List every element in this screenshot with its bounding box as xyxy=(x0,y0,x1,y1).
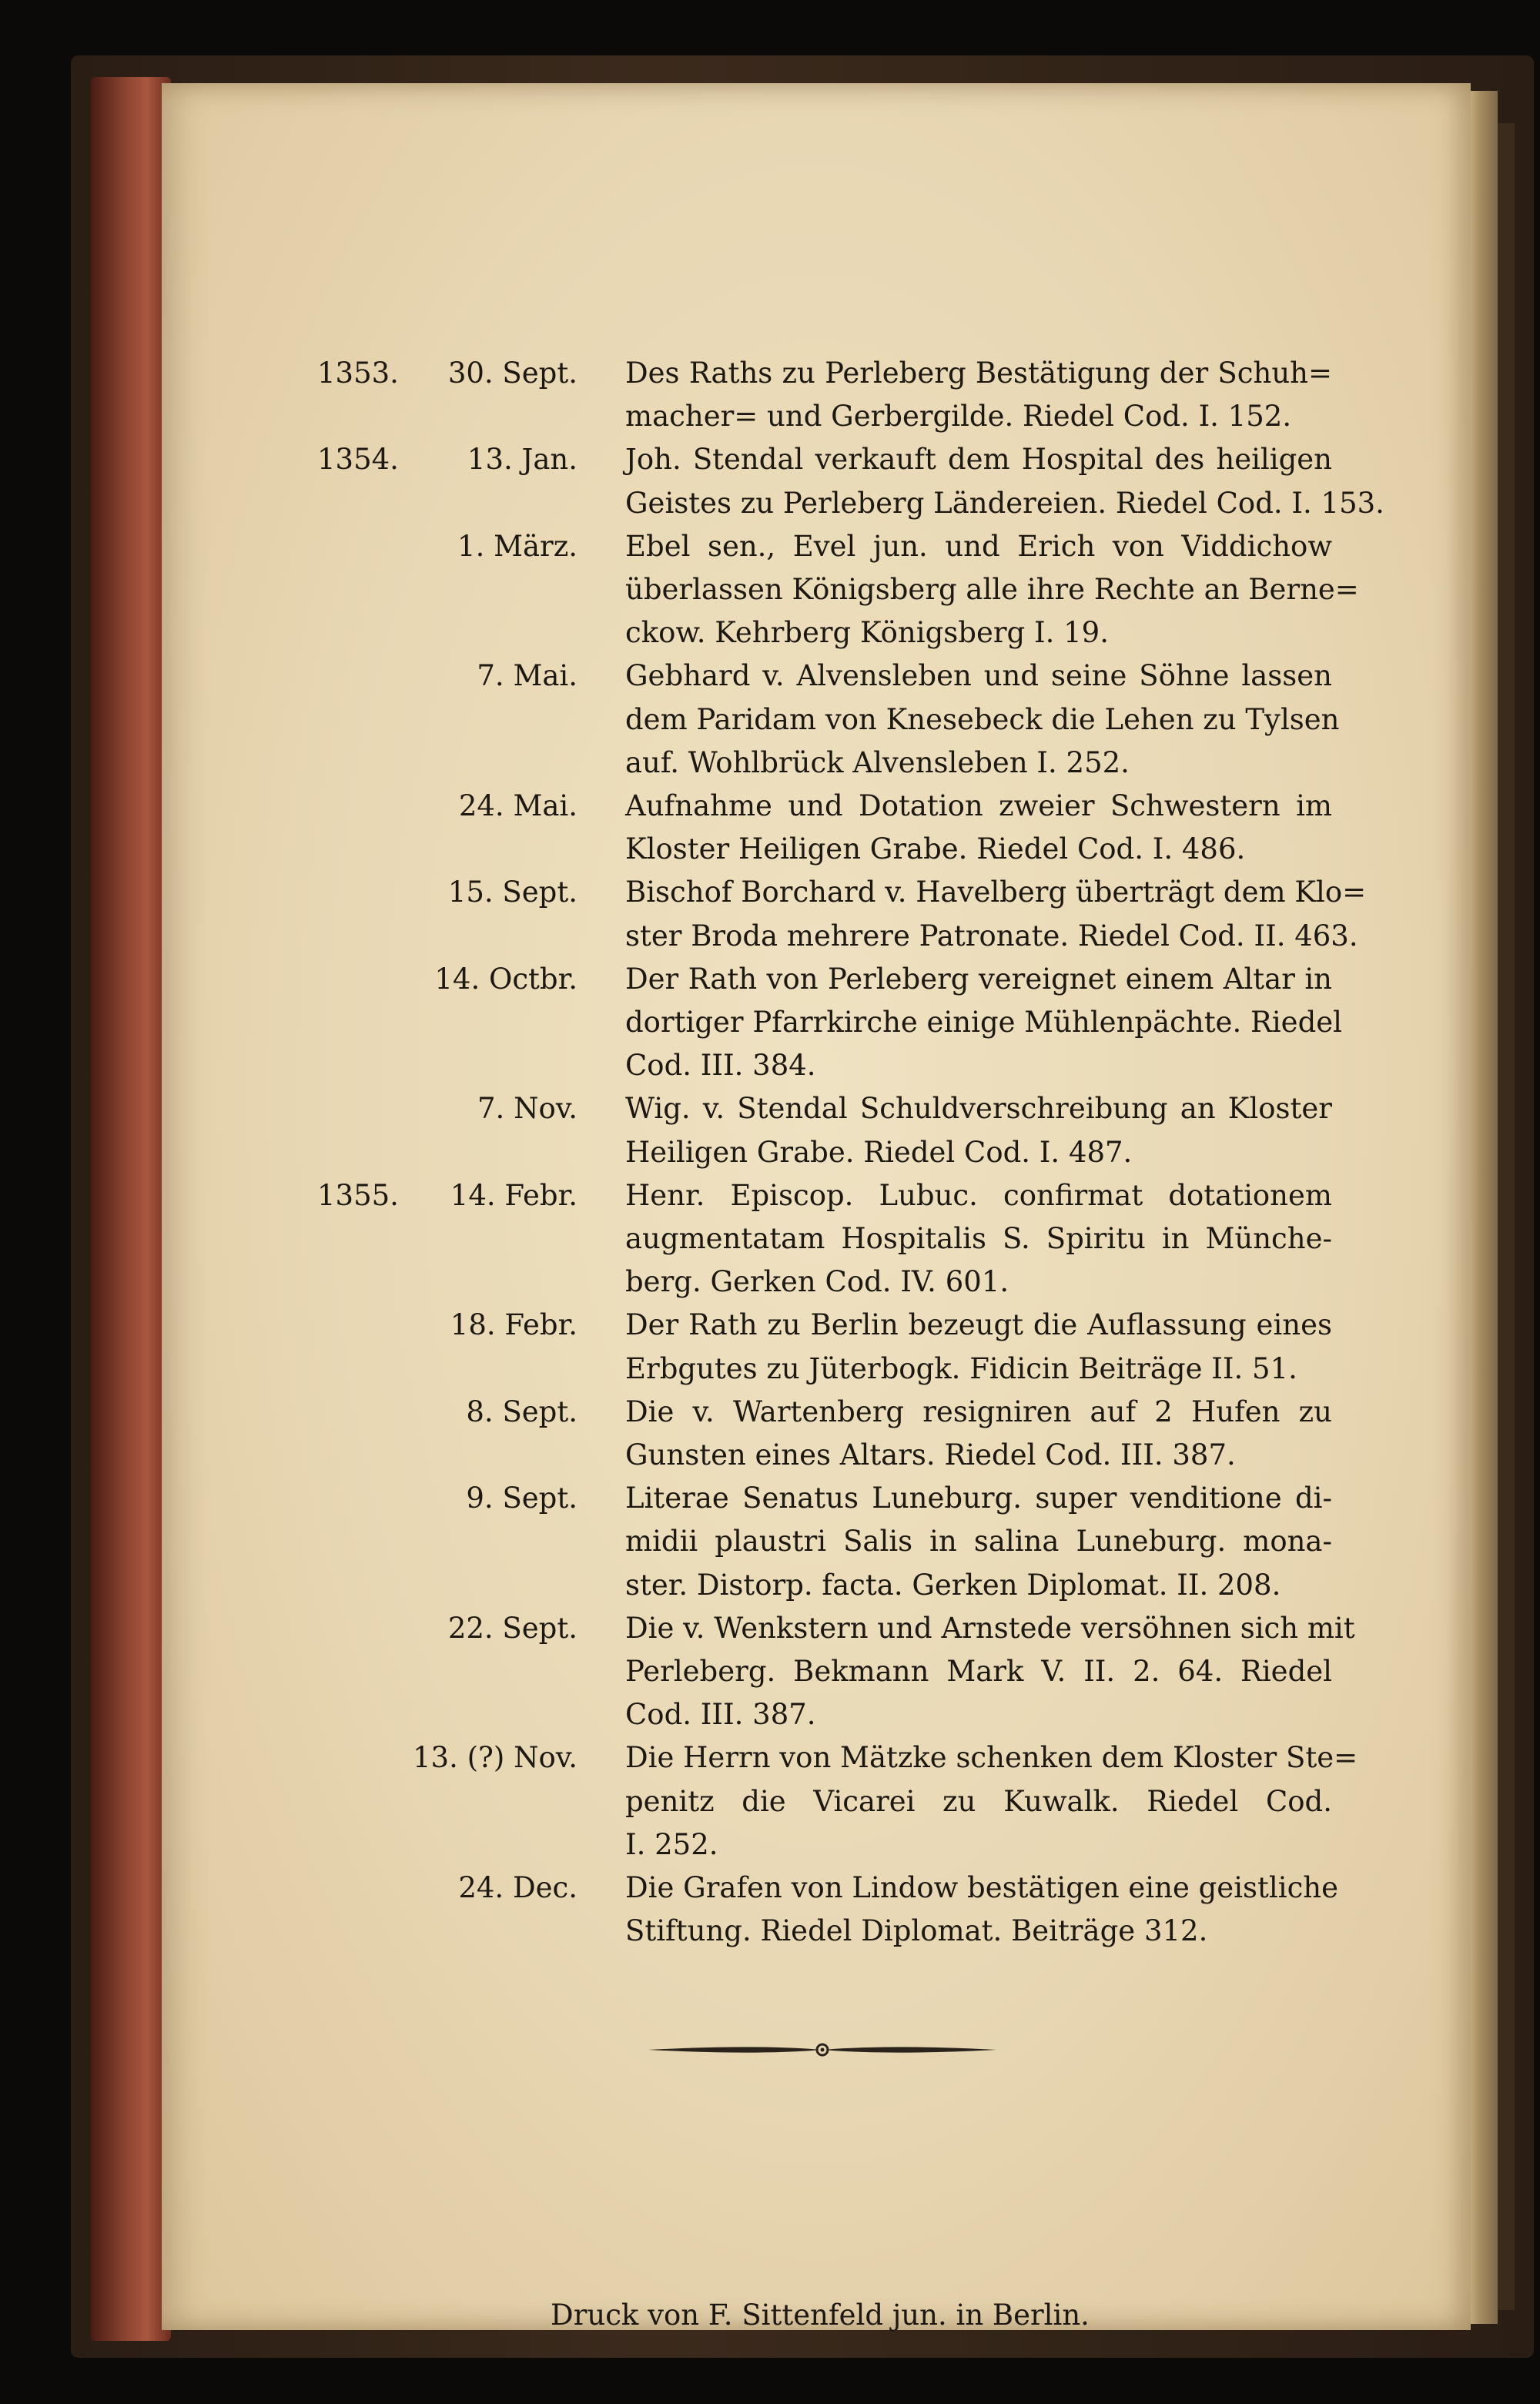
entry-text: midii plaustri Salis in salina Luneburg. mona- xyxy=(625,1525,1332,1558)
entry-line xyxy=(0,1780,1540,1824)
entry-line xyxy=(0,1043,1540,1088)
entry-text: augmentatam Hospitalis S. Spiritu in Münche- xyxy=(625,1222,1332,1255)
entry-text: Heiligen Grabe. Riedel Cod. I. 487. xyxy=(625,1136,1133,1169)
entry-year: 1355. xyxy=(317,1179,399,1212)
entry-line xyxy=(0,1217,1540,1261)
entry-text: Bischof Borchard v. Havelberg überträgt dem Klo= xyxy=(625,876,1367,909)
entry-line xyxy=(0,1390,1540,1435)
entry-line xyxy=(0,1303,1540,1348)
entry-date: 24. Dec. xyxy=(458,1871,578,1904)
entry-date: 14. Febr. xyxy=(450,1179,578,1212)
entry-line xyxy=(0,1086,1540,1131)
entry-text: penitz die Vicarei zu Kuwalk. Riedel Cod. xyxy=(625,1785,1332,1818)
entry-line xyxy=(0,1866,1540,1910)
entry-line xyxy=(0,351,1540,396)
entry-text: Perleberg. Bekmann Mark V. II. 2. 64. Riedel xyxy=(625,1655,1332,1688)
entry-text: Der Rath zu Berlin bezeugt die Auflassung eines xyxy=(625,1308,1332,1341)
entry-date: 7. Mai. xyxy=(477,659,578,692)
entry-date: 13. (?) Nov. xyxy=(413,1741,578,1774)
entry-text: macher= und Gerbergilde. Riedel Cod. I. 152. xyxy=(625,400,1292,433)
printer-imprint: Druck von F. Sittenfeld jun. in Berlin. xyxy=(551,2299,1090,2332)
entry-year: 1354. xyxy=(317,443,399,476)
entry-line xyxy=(0,1519,1540,1564)
entry-line xyxy=(0,1649,1540,1694)
ornament-divider xyxy=(645,2033,999,2067)
entry-line xyxy=(0,481,1540,526)
entry-line xyxy=(0,957,1540,1002)
entry-date: 14. Octbr. xyxy=(434,963,578,996)
entry-text: ster. Distorp. facta. Gerken Diplomat. II. 208. xyxy=(625,1569,1281,1602)
entry-line xyxy=(0,1823,1540,1867)
entry-text: Geistes zu Perleberg Ländereien. Riedel Cod. I. 153. xyxy=(625,487,1384,520)
entry-line xyxy=(0,1476,1540,1521)
entry-line xyxy=(0,827,1540,872)
entry-line xyxy=(0,1347,1540,1391)
entry-text: Literae Senatus Luneburg. super venditione di- xyxy=(625,1482,1332,1515)
entry-line xyxy=(0,1563,1540,1608)
entry-text: Henr. Episcop. Lubuc. confirmat dotationem xyxy=(625,1179,1332,1212)
entry-line xyxy=(0,1000,1540,1045)
entry-text: ster Broda mehrere Patronate. Riedel Cod. II. 463. xyxy=(625,919,1358,953)
entry-text: dem Paridam von Knesebeck die Lehen zu Tylsen xyxy=(625,703,1340,736)
entry-line xyxy=(0,1130,1540,1175)
entry-line xyxy=(0,437,1540,482)
entry-year: 1353. xyxy=(317,357,399,390)
entry-text: Erbgutes zu Jüterbogk. Fidicin Beiträge II. 51. xyxy=(625,1352,1297,1385)
entry-text: Kloster Heiligen Grabe. Riedel Cod. I. 486. xyxy=(625,832,1246,866)
entry-line xyxy=(0,1736,1540,1780)
entry-line xyxy=(0,394,1540,439)
entry-date: 13. Jan. xyxy=(467,443,578,476)
entry-text: Des Raths zu Perleberg Bestätigung der Schuh= xyxy=(625,357,1332,390)
entry-date: 8. Sept. xyxy=(466,1395,578,1428)
entry-line xyxy=(0,611,1540,655)
entry-line xyxy=(0,654,1540,698)
entry-date: 22. Sept. xyxy=(447,1612,578,1645)
entry-line xyxy=(0,870,1540,915)
entry-line xyxy=(0,1909,1540,1954)
entry-text: Die Herrn von Mätzke schenken dem Kloster Ste= xyxy=(625,1741,1358,1774)
entry-line xyxy=(0,1693,1540,1737)
entry-line xyxy=(0,784,1540,829)
entry-text: dortiger Pfarrkirche einige Mühlenpächte. Riedel xyxy=(625,1006,1342,1039)
entry-text: Joh. Stendal verkauft dem Hospital des heiligen xyxy=(625,443,1332,476)
entry-line xyxy=(0,524,1540,569)
entry-line xyxy=(0,568,1540,612)
entry-line xyxy=(0,1433,1540,1478)
entry-text: Die Grafen von Lindow bestätigen eine geistliche xyxy=(625,1871,1339,1904)
entry-text: I. 252. xyxy=(625,1828,718,1861)
entry-text: auf. Wohlbrück Alvensleben I. 252. xyxy=(625,746,1130,779)
entry-text: Wig. v. Stendal Schuldverschreibung an Kloster xyxy=(625,1092,1332,1125)
entry-date: 1. März. xyxy=(457,530,578,563)
entry-text: überlassen Königsberg alle ihre Rechte an Berne= xyxy=(625,573,1359,606)
entry-text: ckow. Kehrberg Königsberg I. 19. xyxy=(625,616,1109,649)
entry-text: Gunsten eines Altars. Riedel Cod. III. 387. xyxy=(625,1438,1236,1472)
entry-date: 24. Mai. xyxy=(458,789,578,822)
entry-line xyxy=(0,741,1540,785)
entry-date: 30. Sept. xyxy=(447,357,578,390)
entry-line xyxy=(0,1174,1540,1218)
entry-text: Aufnahme und Dotation zweier Schwestern im xyxy=(625,789,1332,822)
entry-line xyxy=(0,1606,1540,1651)
entry-text: Gebhard v. Alvensleben und seine Söhne lassen xyxy=(625,659,1332,692)
entry-date: 15. Sept. xyxy=(447,876,578,909)
entry-text: Stiftung. Riedel Diplomat. Beiträge 312. xyxy=(625,1914,1208,1947)
entry-line xyxy=(0,914,1540,959)
entry-line xyxy=(0,1260,1540,1304)
entry-text: Cod. III. 384. xyxy=(625,1049,816,1082)
entry-line xyxy=(0,698,1540,742)
entry-date: 18. Febr. xyxy=(450,1308,578,1341)
entry-date: 7. Nov. xyxy=(477,1092,578,1125)
entry-text: Cod. III. 387. xyxy=(625,1698,816,1731)
entry-text: Die v. Wenkstern und Arnstede versöhnen sich mit xyxy=(625,1612,1355,1645)
entry-text: Die v. Wartenberg resigniren auf 2 Hufen zu xyxy=(625,1395,1332,1428)
entry-text: Ebel sen., Evel jun. und Erich von Viddichow xyxy=(625,530,1332,563)
entry-text: Der Rath von Perleberg vereignet einem Altar in xyxy=(625,963,1332,996)
entry-text: berg. Gerken Cod. IV. 601. xyxy=(625,1265,1009,1298)
entry-date: 9. Sept. xyxy=(466,1482,578,1515)
